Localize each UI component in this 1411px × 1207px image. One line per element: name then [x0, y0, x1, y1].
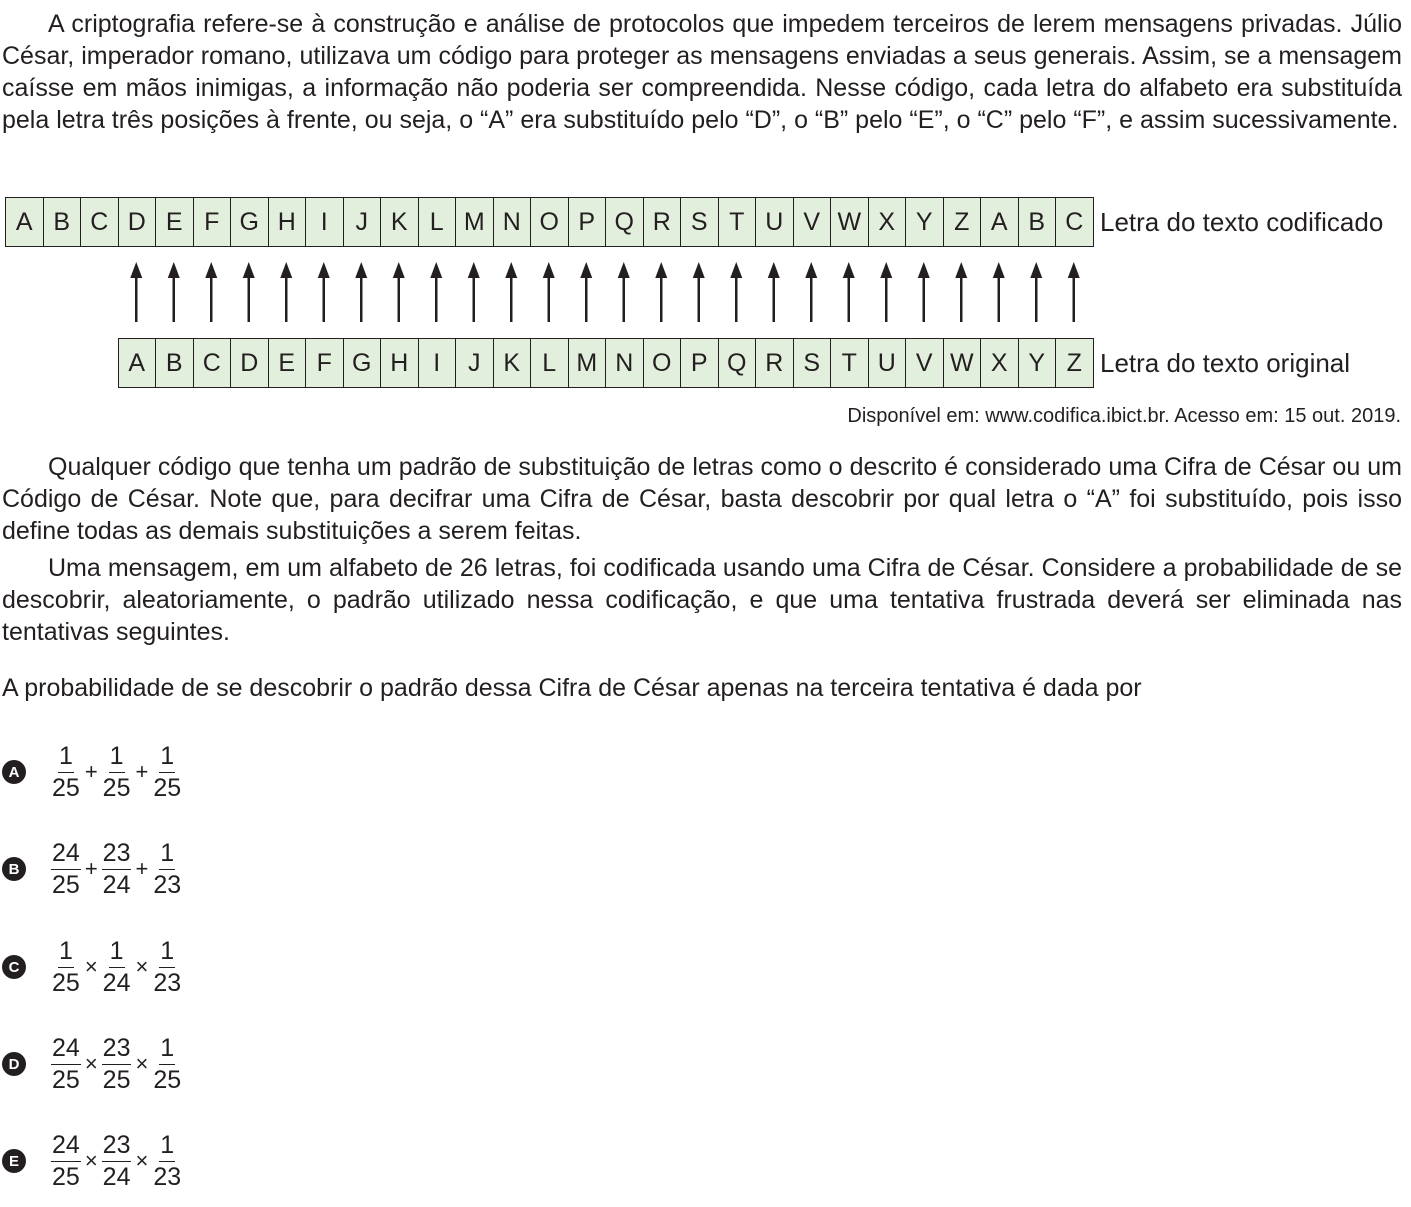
arrow-up-icon — [468, 262, 480, 322]
coded-letter-cell: B — [44, 198, 82, 246]
arrow-up-icon — [805, 262, 817, 322]
arrow-up-icon — [543, 262, 555, 322]
option-expression — [48, 741, 185, 803]
numerator: 1 — [159, 1033, 175, 1065]
coded-letters-strip — [5, 197, 1094, 247]
coded-letter-cell: R — [644, 198, 682, 246]
numerator: 1 — [109, 936, 125, 968]
coded-letter-cell: Z — [944, 198, 982, 246]
arrow-up-icon — [580, 262, 592, 322]
coded-letter-cell: I — [306, 198, 344, 246]
original-letter-cell: Q — [719, 339, 757, 387]
original-letter-cell: C — [194, 339, 232, 387]
fraction — [149, 741, 185, 803]
denominator: 25 — [102, 774, 131, 802]
option-letter-badge: D — [2, 1052, 26, 1076]
arrow-up-icon — [205, 262, 217, 322]
denominator: 25 — [52, 871, 80, 899]
operator: + — [84, 856, 98, 881]
original-letter-cell: K — [494, 339, 532, 387]
fraction — [48, 1130, 84, 1192]
arrow-up-icon — [655, 262, 667, 322]
denominator: 23 — [153, 969, 182, 997]
fraction — [48, 838, 84, 900]
original-letter-cell: T — [831, 339, 869, 387]
option-a[interactable] — [2, 737, 185, 807]
fraction — [99, 741, 135, 803]
question-prompt: A probabilidade de se descobrir o padrão dessa Cifra de César apenas na terceira tentativa é dada por — [2, 674, 1142, 702]
original-letter-cell: U — [869, 339, 907, 387]
denominator: 24 — [102, 871, 131, 899]
original-letters-strip — [118, 338, 1094, 388]
option-letter-badge: A — [2, 760, 26, 784]
option-d[interactable] — [2, 1029, 185, 1099]
arrow-up-icon — [505, 262, 517, 322]
original-letter-cell: Y — [1019, 339, 1057, 387]
coded-letter-cell: W — [831, 198, 869, 246]
coded-letter-cell: M — [456, 198, 494, 246]
operator: × — [135, 954, 149, 979]
fraction — [99, 838, 135, 900]
numerator: 24 — [51, 838, 81, 870]
original-letter-cell: H — [381, 339, 419, 387]
denominator: 25 — [52, 969, 80, 997]
operator: × — [84, 954, 98, 979]
arrow-up-icon — [355, 262, 367, 322]
original-letter-cell: J — [456, 339, 494, 387]
coded-letter-cell: O — [531, 198, 569, 246]
original-letter-cell: N — [606, 339, 644, 387]
original-letter-cell: O — [644, 339, 682, 387]
original-letter-cell: M — [569, 339, 607, 387]
fraction — [99, 936, 135, 998]
original-letter-cell: P — [681, 339, 719, 387]
arrow-up-icon — [130, 262, 142, 322]
coded-letter-cell: A — [981, 198, 1019, 246]
arrow-up-icon — [843, 262, 855, 322]
source-citation: Disponível em: www.codifica.ibict.br. Acesso em: 15 out. 2019. — [847, 405, 1401, 427]
operator: + — [84, 759, 98, 784]
option-expression — [48, 838, 185, 900]
original-letter-cell: E — [269, 339, 307, 387]
fraction — [48, 741, 84, 803]
original-letter-cell: A — [119, 339, 157, 387]
operator: + — [135, 759, 149, 784]
original-letter-cell: R — [756, 339, 794, 387]
numerator: 1 — [58, 936, 74, 968]
coded-letter-cell: P — [569, 198, 607, 246]
coded-letter-cell: X — [869, 198, 907, 246]
arrow-up-icon — [730, 262, 742, 322]
original-letter-cell: Z — [1056, 339, 1094, 387]
original-letter-cell: L — [531, 339, 569, 387]
coded-letter-cell: K — [381, 198, 419, 246]
numerator: 23 — [102, 838, 132, 870]
operator: + — [135, 856, 149, 881]
coded-letter-cell: H — [269, 198, 307, 246]
fraction — [48, 936, 84, 998]
arrow-up-icon — [1030, 262, 1042, 322]
denominator: 25 — [52, 1163, 80, 1191]
denominator: 23 — [153, 1163, 182, 1191]
option-letter-badge: C — [2, 955, 26, 979]
denominator: 25 — [153, 774, 182, 802]
option-e[interactable] — [2, 1126, 185, 1196]
option-expression — [48, 936, 185, 998]
arrow-up-icon — [918, 262, 930, 322]
coded-letter-cell: S — [681, 198, 719, 246]
denominator: 25 — [52, 774, 80, 802]
coded-letter-cell: V — [794, 198, 832, 246]
coded-letter-cell: D — [119, 198, 157, 246]
coded-letter-cell: F — [194, 198, 232, 246]
original-letter-cell: S — [794, 339, 832, 387]
coded-letter-cell: J — [344, 198, 382, 246]
arrow-up-icon — [993, 262, 1005, 322]
fraction — [149, 936, 185, 998]
numerator: 1 — [159, 741, 175, 773]
arrow-up-icon — [618, 262, 630, 322]
fraction — [149, 838, 185, 900]
arrow-up-icon — [280, 262, 292, 322]
arrow-up-icon — [880, 262, 892, 322]
numerator: 1 — [159, 936, 175, 968]
coded-letter-cell: C — [1056, 198, 1094, 246]
option-letter-badge: E — [2, 1149, 26, 1173]
coded-strip-label: Letra do texto codificado — [1100, 207, 1384, 237]
numerator: 1 — [109, 741, 125, 773]
denominator: 25 — [102, 1066, 131, 1094]
arrow-up-icon — [768, 262, 780, 322]
arrow-up-icon — [955, 262, 967, 322]
denominator: 23 — [153, 871, 182, 899]
option-expression — [48, 1130, 185, 1192]
coded-letter-cell: A — [6, 198, 44, 246]
denominator: 25 — [153, 1066, 182, 1094]
arrow-up-icon — [430, 262, 442, 322]
fraction — [99, 1033, 135, 1095]
coded-letter-cell: N — [494, 198, 532, 246]
coded-letter-cell: U — [756, 198, 794, 246]
numerator: 24 — [51, 1033, 81, 1065]
original-letter-cell: D — [231, 339, 269, 387]
substitution-arrows — [0, 258, 1411, 324]
fraction — [48, 1033, 84, 1095]
intro-paragraph: A criptografia refere-se à construção e análise de protocolos que impedem terceiros de lerem mensagens privadas. Júlio César, imperador romano, utilizava um código para proteger as mensagens enviadas a seus generais. Assim, se a mensagem caísse em mãos inimigas, a informação não poderia ser compreendida. Nesse código, cada letra do alfabeto era substituída pela letra três posições à frente, ou seja, o “A” era substituído pelo “D”, o “B” pelo “E”, o “C” pelo “F”, e assim sucessivamente. — [2, 10, 1402, 134]
arrow-up-icon — [393, 262, 405, 322]
fraction — [99, 1130, 135, 1192]
original-letter-cell: V — [906, 339, 944, 387]
numerator: 1 — [159, 838, 175, 870]
option-expression — [48, 1033, 185, 1095]
coded-letter-cell: Q — [606, 198, 644, 246]
numerator: 1 — [58, 741, 74, 773]
option-b[interactable] — [2, 834, 185, 904]
original-letter-cell: W — [944, 339, 982, 387]
arrow-up-icon — [243, 262, 255, 322]
arrow-up-icon — [168, 262, 180, 322]
coded-letter-cell: Y — [906, 198, 944, 246]
original-letter-cell: X — [981, 339, 1019, 387]
numerator: 23 — [102, 1033, 132, 1065]
numerator: 1 — [159, 1130, 175, 1162]
arrow-up-icon — [318, 262, 330, 322]
coded-letter-cell: C — [81, 198, 119, 246]
body-paragraph-2: Qualquer código que tenha um padrão de substituição de letras como o descrito é considerado uma Cifra de César ou um Código de César. Note que, para decifrar uma Cifra de César, basta descobrir por qual letra o “A” foi substituído, pois isso define todas as demais substituições a serem feitas. — [2, 453, 1402, 545]
arrow-up-icon — [1068, 262, 1080, 322]
denominator: 24 — [102, 1163, 131, 1191]
operator: × — [135, 1148, 149, 1173]
coded-letter-cell: L — [419, 198, 457, 246]
option-letter-badge: B — [2, 857, 26, 881]
original-letter-cell: B — [156, 339, 194, 387]
arrow-up-icon — [693, 262, 705, 322]
operator: × — [84, 1148, 98, 1173]
option-c[interactable] — [2, 932, 185, 1002]
denominator: 24 — [102, 969, 131, 997]
coded-letter-cell: T — [719, 198, 757, 246]
original-letter-cell: F — [306, 339, 344, 387]
fraction — [149, 1130, 185, 1192]
coded-letter-cell: B — [1019, 198, 1057, 246]
body-paragraph-3: Uma mensagem, em um alfabeto de 26 letras, foi codificada usando uma Cifra de César. Considere a probabilidade de se descobrir, aleatoriamente, o padrão utilizado nessa codificação, e que uma tentativa frustrada deverá ser eliminada nas tentativas seguintes. — [2, 554, 1402, 646]
numerator: 23 — [102, 1130, 132, 1162]
original-letter-cell: I — [419, 339, 457, 387]
coded-letter-cell: E — [156, 198, 194, 246]
operator: × — [84, 1051, 98, 1076]
fraction — [149, 1033, 185, 1095]
original-letter-cell: G — [344, 339, 382, 387]
numerator: 24 — [51, 1130, 81, 1162]
coded-letter-cell: G — [231, 198, 269, 246]
original-strip-label: Letra do texto original — [1100, 348, 1351, 378]
denominator: 25 — [52, 1066, 80, 1094]
operator: × — [135, 1051, 149, 1076]
